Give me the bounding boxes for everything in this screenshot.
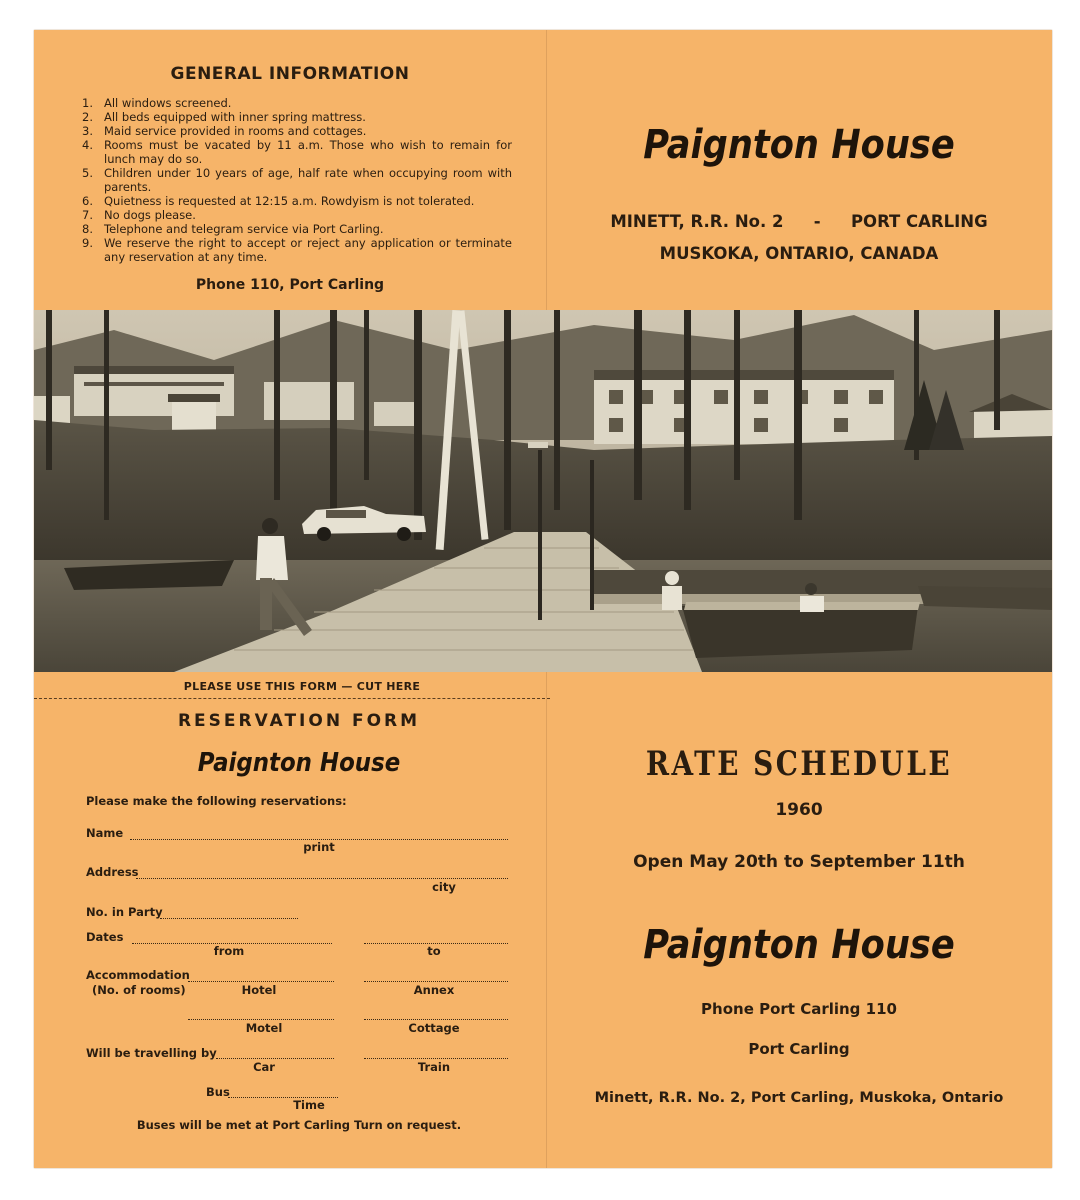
photo-illustration [34, 310, 1052, 672]
hotel-rooms-field[interactable] [188, 980, 334, 982]
motel-rooms-field[interactable] [188, 1018, 334, 1020]
cottage-rooms-field[interactable] [364, 1018, 508, 1020]
list-item: 8. Telephone and telegram service via Port Carling. [82, 222, 384, 236]
cottage-label: Cottage [408, 1021, 460, 1035]
general-info-list [82, 96, 512, 264]
party-label: No. in Party [86, 905, 163, 919]
travel-label: Will be travelling by [86, 1046, 217, 1060]
bus-note: Buses will be met at Port Carling Turn on request. [136, 1118, 462, 1132]
time-label: Time [293, 1098, 325, 1112]
list-item: 1. All windows screened. [82, 96, 232, 110]
resort-dock-photo [34, 310, 1052, 672]
motel-label: Motel [245, 1021, 283, 1035]
rate-phone: Phone Port Carling 110 [701, 1000, 897, 1018]
list-item: 2. All beds equipped with inner spring mattress. [82, 110, 366, 124]
rate-brand: Paignton House [643, 922, 955, 968]
cut-dashed-line [34, 698, 550, 699]
list-item: 6. Quietness is requested at 12:15 a.m. Rowdyism is not tolerated. [82, 194, 475, 208]
reservation-intro: Please make the following reservations: [86, 794, 347, 808]
rate-schedule-title: RATE SCHEDULE [645, 744, 953, 784]
rate-address: Minett, R.R. No. 2, Port Carling, Muskoka, Ontario [594, 1090, 1004, 1106]
header-address-line1: MINETT, R.R. No. 2 - PORT CARLING [610, 212, 988, 231]
general-info-phone: Phone 110, Port Carling [195, 277, 385, 293]
car-field[interactable] [216, 1057, 334, 1059]
address-label: Address [86, 865, 139, 879]
train-field[interactable] [364, 1057, 508, 1059]
season-dates: Open May 20th to September 11th [633, 852, 965, 872]
date-from-label: from [213, 944, 245, 958]
header-address-line2: MUSKOKA, ONTARIO, CANADA [659, 244, 939, 263]
list-item: 3. Maid service provided in rooms and cottages. [82, 124, 367, 138]
party-field[interactable] [160, 917, 298, 919]
rate-town: Port Carling [748, 1040, 850, 1058]
train-label: Train [417, 1060, 451, 1074]
list-item: 7. No dogs please. [82, 208, 196, 222]
hotel-label: Hotel [241, 983, 277, 997]
name-sub-label: print [303, 840, 335, 854]
reservation-form-title: RESERVATION FORM [177, 711, 421, 731]
accommodation-sub-label: (No. of rooms) [92, 983, 186, 997]
brochure-sheet [34, 30, 1052, 1168]
accommodation-label: Accommodation [86, 968, 190, 982]
list-item: 4. Rooms must be vacated by 11 a.m. Those who wish to remain for lunch may do so. [82, 138, 512, 166]
address-sub-label: city [432, 880, 456, 894]
bus-label: Bus [206, 1085, 230, 1099]
reservation-brand: Paignton House [197, 748, 401, 778]
annex-rooms-field[interactable] [364, 980, 508, 982]
list-item: 5. Children under 10 years of age, half rate when occupying room with parents. [82, 166, 512, 194]
list-item: 9. We reserve the right to accept or reject any application or terminate any reservation at any time. [82, 236, 512, 264]
address-field[interactable] [136, 877, 508, 879]
name-label: Name [86, 826, 124, 840]
car-label: Car [253, 1060, 275, 1074]
cut-here-label: PLEASE USE THIS FORM — CUT HERE [183, 680, 421, 693]
date-to-label: to [427, 944, 441, 958]
rate-year: 1960 [775, 800, 823, 820]
general-info-title: GENERAL INFORMATION [170, 64, 410, 84]
brand-title: Paignton House [643, 122, 955, 168]
annex-label: Annex [413, 983, 455, 997]
dates-label: Dates [86, 930, 124, 944]
